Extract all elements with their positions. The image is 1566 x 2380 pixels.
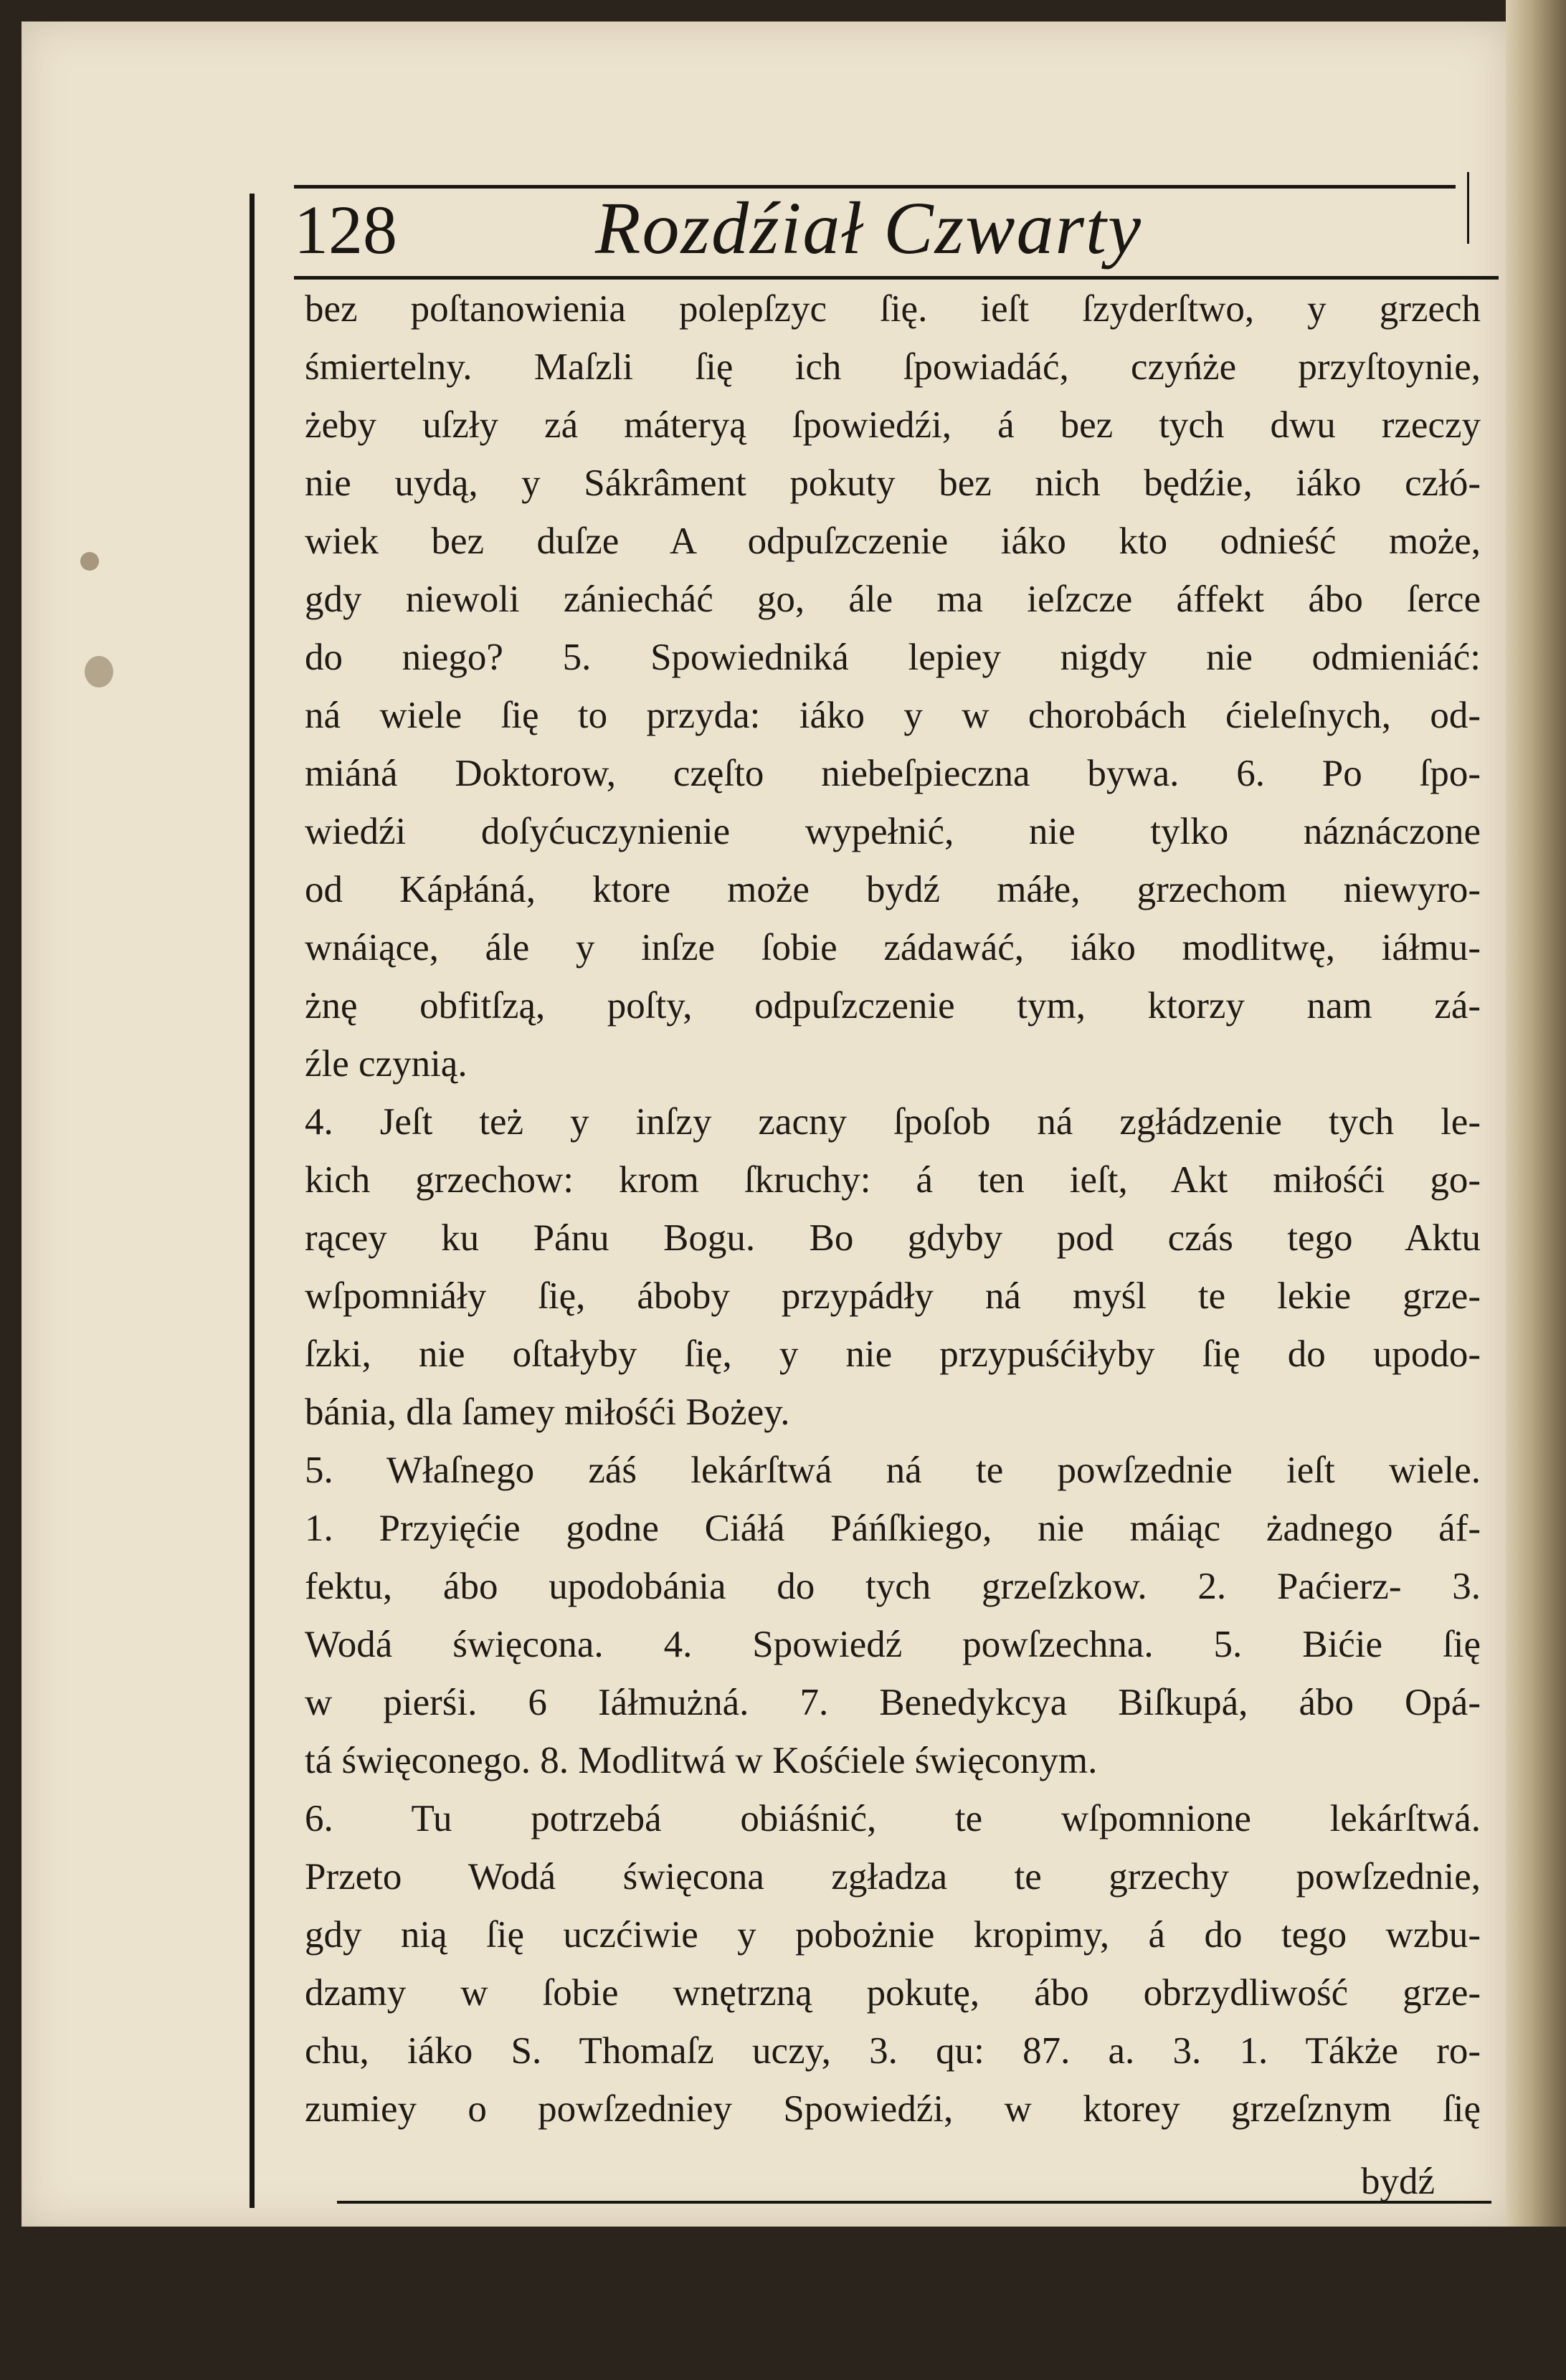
header-rule-right [1467,172,1469,244]
text-line: 4. Jeſt też y inſzy zacny ſpoſob ná zgłádzenie tych le- [305,1101,1481,1143]
ink-stain [85,656,113,687]
text-line: bánia, dla ſamey miłośći Bożey. [305,1391,790,1433]
text-line: ná wiele ſię to przyda: iáko y w chorobách ćieleſnych, od- [305,695,1481,736]
text-line: Wodá święcona. 4. Spowiedź powſzechna. 5. Bićie ſię [305,1624,1481,1665]
book-binding-edge [1506,0,1566,2227]
text-line: gdy nią ſię uczćiwie y pobożnie kropimy, á do tego wzbu- [305,1914,1481,1956]
running-head-title: Rozdźiał Czwarty [595,187,1142,270]
text-line: Przeto Wodá święcona zgładza te grzechy powſzednie, [305,1856,1481,1898]
text-line: miáná Doktorow, częſto niebeſpieczna bywa. 6. Po ſpo- [305,753,1481,794]
text-line: śmiertelny. Maſzli ſię ich ſpowiadáć, czyńże przyſtoynie, [305,346,1481,388]
text-line: źle czynią. [305,1043,468,1085]
text-line: żnę obfitſzą, poſty, odpuſzczenie tym, ktorzy nam zá- [305,985,1481,1027]
text-frame-left-rule [250,194,255,2208]
text-line: dzamy w ſobie wnętrzną pokutę, ábo obrzydliwość grze- [305,1972,1481,2014]
text-line: ſzki, nie oſtałyby ſię, y nie przypuśćiłyby ſię do upodo- [305,1333,1481,1375]
text-line: gdy niewoli zániecháć go, ále ma ieſzcze áffekt ábo ſerce [305,579,1481,620]
catchword: bydź [1361,2161,1436,2202]
text-line: wſpomniáły ſię, áboby przypádły ná myśl te lekie grze- [305,1275,1481,1317]
text-line: wnáiące, ále y inſze ſobie zádawáć, iáko modlitwę, iáłmu- [305,927,1481,968]
footer-rule [337,2201,1491,2204]
text-line: kich grzechow: krom ſkruchy: á ten ieſt, Akt miłośći go- [305,1159,1481,1201]
text-line: do niego? 5. Spowiedniká lepiey nigdy nie odmieniáć: [305,637,1481,678]
text-line: bez poſtanowienia polepſzyc ſię. ieſt ſzyderſtwo, y grzech [305,288,1481,330]
text-line: od Kápłáná, ktore może bydź máłe, grzechom niewyro- [305,869,1481,910]
text-line: tá święconego. 8. Modlitwá w Kośćiele święconym. [305,1740,1098,1781]
header-rule-bottom [294,276,1499,280]
text-line: wiedźi doſyćuczynienie wypełnić, nie tylko náznáczone [305,811,1481,852]
body-text [305,287,1481,2380]
text-line: chu, iáko S. Thomaſz uczy, 3. qu: 87. a. 3. 1. Tákże ro- [305,2030,1481,2072]
text-line: 6. Tu potrzebá obiáśnić, te wſpomnione lekárſtwá. [305,1798,1481,1839]
text-line: zumiey o powſzedniey Spowiedźi, w ktorey grzeſznym ſię [305,2088,1481,2130]
text-line: nie uydą, y Sákrâment pokuty bez nich będźie, iáko człó- [305,462,1481,504]
text-line: wiek bez duſze A odpuſzczenie iáko kto odnieść może, [305,520,1481,562]
text-line: 5. Właſnego záś lekárſtwá ná te powſzednie ieſt wiele. [305,1450,1481,1491]
ink-stain [80,552,99,571]
text-line: rącey ku Pánu Bogu. Bo gdyby pod czás tego Aktu [305,1217,1481,1259]
text-line: żeby uſzły zá máteryą ſpowiedźi, á bez tych dwu rzeczy [305,404,1481,446]
text-line: w pierśi. 6 Iáłmużná. 7. Benedykcya Biſkupá, ábo Opá- [305,1682,1481,1723]
text-line: 1. Przyięćie godne Ciáłá Páńſkiego, nie máiąc żadnego áf- [305,1508,1481,1549]
page-number: 128 [294,191,397,268]
text-line: fektu, ábo upodobánia do tych grzeſzkow. 2. Paćierz- 3. [305,1566,1481,1607]
